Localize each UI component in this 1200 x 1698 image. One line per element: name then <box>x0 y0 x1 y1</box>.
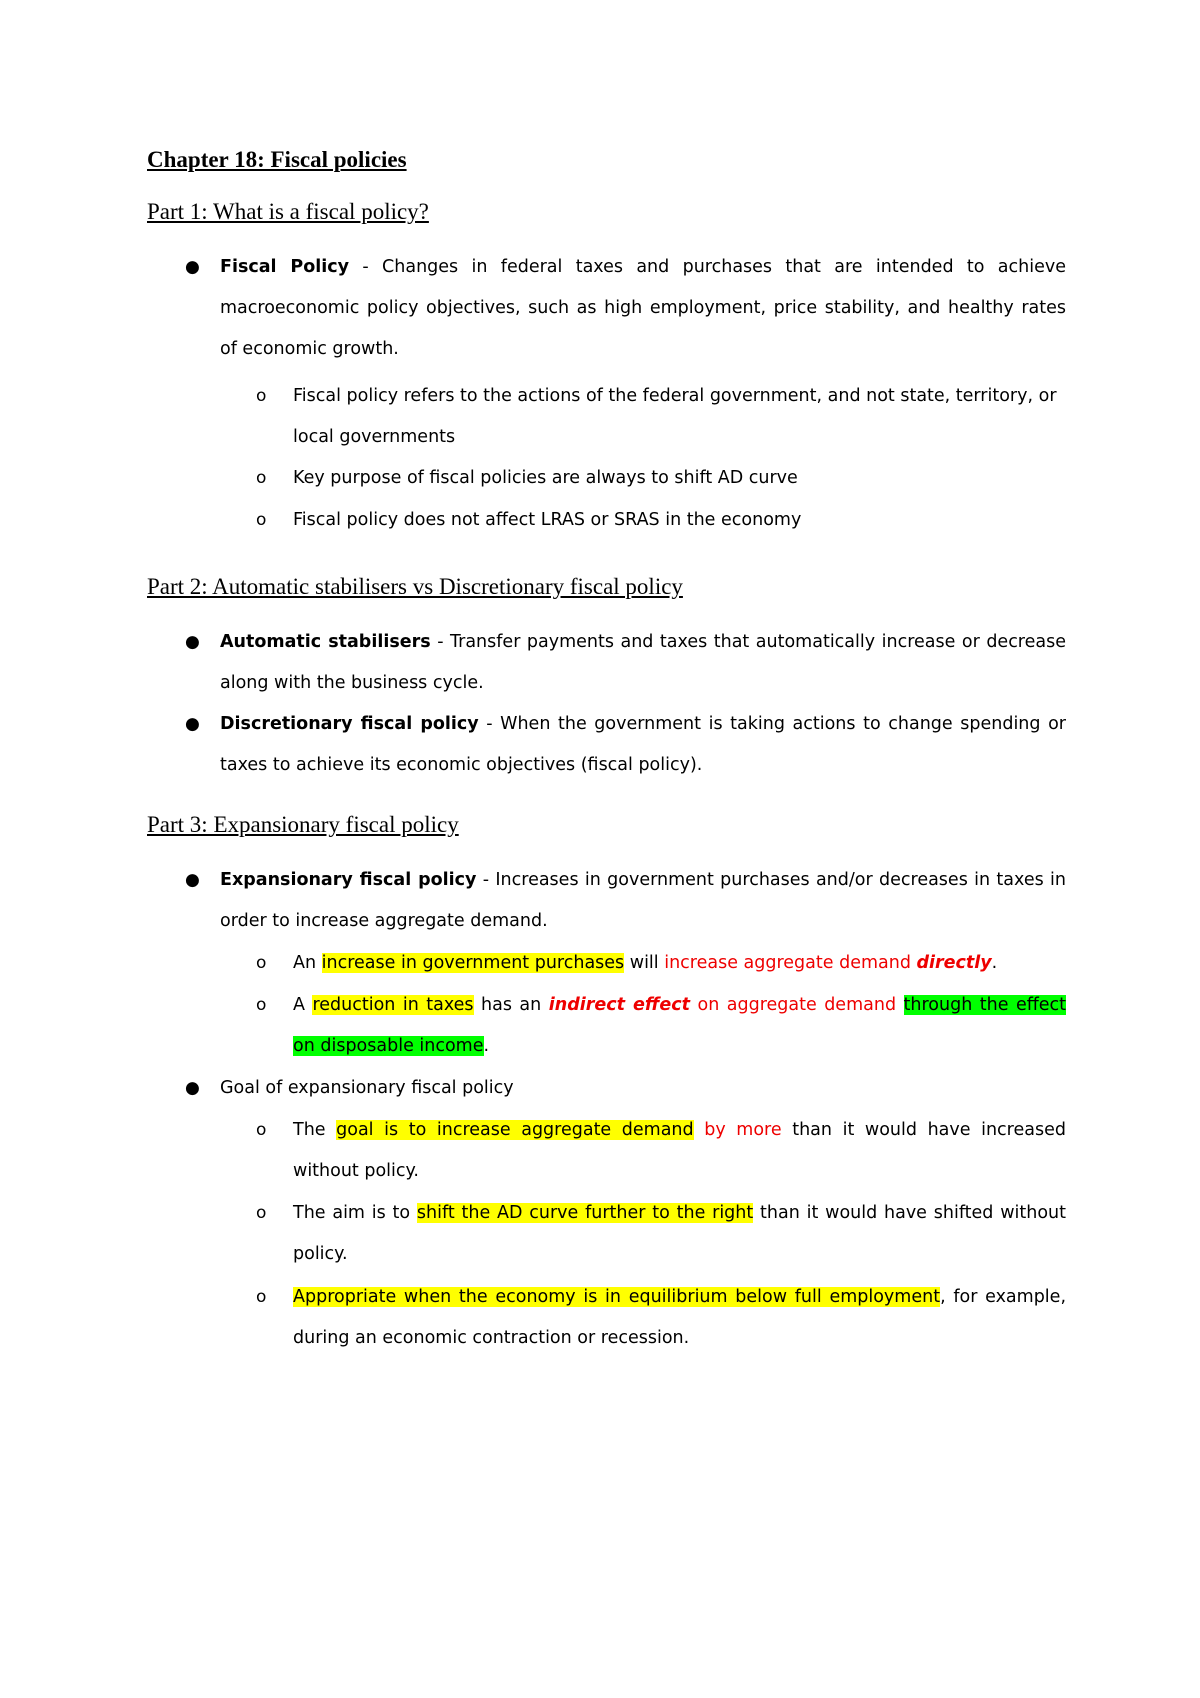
highlight-yellow: goal is to increase aggregate demand <box>336 1120 694 1140</box>
sub-item-appropriate <box>256 1277 1067 1359</box>
definition-text: - Transfer payments and taxes that automatically increase or decrease along with the business cycle. <box>220 632 1066 693</box>
part1-heading: Part 1: What is a fiscal policy? <box>147 199 429 224</box>
red-bold-italic-text: directly <box>916 953 992 973</box>
bullet-icon: ● <box>185 632 200 652</box>
text-span: . <box>483 1036 490 1056</box>
bullet-icon: ● <box>185 714 200 734</box>
text-span: An <box>293 953 322 973</box>
term-expansionary: Expansionary fiscal policy <box>220 870 477 890</box>
text-span: than it would have shifted without policy. <box>293 1203 1066 1264</box>
sub-bullet-icon: o <box>256 1203 267 1223</box>
sub-item-gov-purchases <box>256 943 1066 984</box>
definition-text: - Increases in government purchases and/or decreases in taxes in order to increase aggregate demand. <box>220 870 1066 931</box>
sub-item-text: Fiscal policy does not affect LRAS or SRAS in the economy <box>293 510 802 530</box>
part3-heading: Part 3: Expansionary fiscal policy <box>147 812 459 837</box>
highlight-yellow: shift the AD curve further to the right <box>416 1203 754 1223</box>
bullet-icon: ● <box>185 257 200 277</box>
text-span: has an <box>473 995 549 1015</box>
text-span: than it would have increased without policy. <box>293 1120 1066 1181</box>
highlight-yellow: Appropriate when the economy is in equilibrium below full employment <box>293 1287 941 1307</box>
goal-label: Goal of expansionary fiscal policy <box>220 1078 514 1098</box>
definition-text: - Changes in federal taxes and purchases that are intended to achieve macroeconomic policy objectives, such as high employment, price stability, and healthy rates of economic growth. <box>220 257 1066 359</box>
highlight-yellow: increase in government purchases <box>321 953 625 973</box>
text-span: , for example, during an economic contraction or recession. <box>293 1287 1067 1348</box>
sub-bullet-icon: o <box>256 995 267 1015</box>
text-span: The aim is to <box>293 1203 417 1223</box>
sub-item-goal-increase <box>256 1110 1066 1192</box>
sub-bullet-icon: o <box>256 1120 267 1140</box>
bullet-icon: ● <box>185 870 200 890</box>
chapter-title: Chapter 18: Fiscal policies <box>147 147 407 172</box>
highlight-yellow: reduction in taxes <box>312 995 474 1015</box>
red-text: increase aggregate demand <box>664 953 917 973</box>
text-span: will <box>624 953 665 973</box>
red-text: by more <box>693 1120 782 1140</box>
sub-item-taxes <box>256 985 1067 1067</box>
list-item-discretionary <box>185 704 1066 786</box>
list-item-expansionary <box>185 860 1066 942</box>
sub-item-text: Key purpose of fiscal policies are always to shift AD curve <box>293 468 798 488</box>
sub-item-text: Fiscal policy refers to the actions of the federal government, and not state, territory, or local governments <box>293 386 1057 447</box>
sub-item-shift-ad <box>256 1193 1066 1275</box>
sub-bullet-icon: o <box>256 468 267 488</box>
sub-item-federal <box>256 376 1066 458</box>
text-span: . <box>991 953 998 973</box>
red-bold-italic-text: indirect effect <box>548 995 691 1015</box>
text-span: The <box>293 1120 337 1140</box>
term-automatic-stabilisers: Automatic stabilisers <box>220 632 431 652</box>
bullet-icon: ● <box>185 1078 200 1098</box>
sub-bullet-icon: o <box>256 386 267 406</box>
red-text: on aggregate demand <box>690 995 904 1015</box>
definition-text: - When the government is taking actions to change spending or taxes to achieve its economic objectives (fiscal policy). <box>220 714 1066 775</box>
sub-bullet-icon: o <box>256 953 267 973</box>
list-item-fiscal-policy <box>185 247 1066 370</box>
list-item-automatic-stabilisers <box>185 622 1066 704</box>
sub-item-lras <box>256 500 1066 541</box>
list-item-goal <box>185 1068 1066 1109</box>
sub-item-purpose <box>256 458 1066 499</box>
sub-bullet-icon: o <box>256 1287 267 1307</box>
sub-bullet-icon: o <box>256 510 267 530</box>
highlight-green: through the effect on disposable income <box>293 995 1067 1056</box>
part2-heading: Part 2: Automatic stabilisers vs Discretionary fiscal policy <box>147 574 683 599</box>
text-span: A <box>293 995 313 1015</box>
term-fiscal-policy: Fiscal Policy <box>220 257 350 277</box>
term-discretionary: Discretionary fiscal policy <box>220 714 479 734</box>
